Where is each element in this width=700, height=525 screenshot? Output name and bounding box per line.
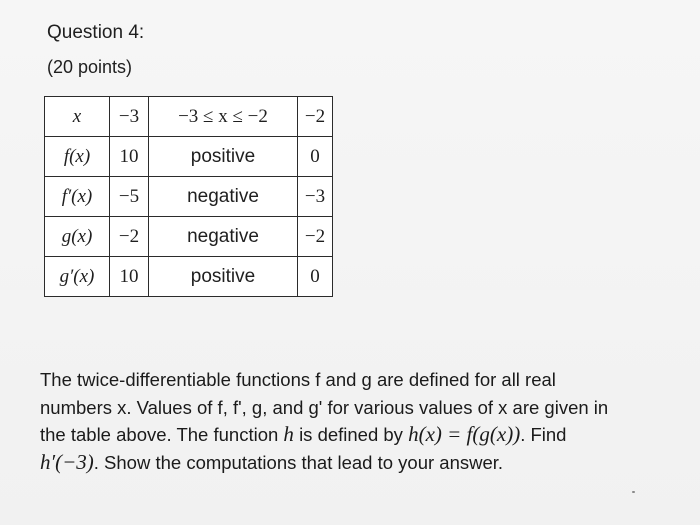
table-cell: −3 — [298, 177, 333, 217]
problem-line-1: The twice-differentiable functions f and g are defined for all real — [40, 369, 556, 390]
dust-speck — [632, 491, 635, 493]
table-cell: f′(x) — [45, 177, 110, 217]
table-cell: g′(x) — [45, 257, 110, 297]
problem-text: . Show the computations that lead to your answer. — [93, 451, 504, 473]
table-header-cell: x — [45, 97, 110, 137]
problem-text: is defined by — [299, 424, 403, 445]
problem-text: . Find — [520, 424, 567, 445]
table-header-row — [45, 97, 333, 137]
table-header-cell: −3 ≤ x ≤ −2 — [149, 97, 298, 137]
problem-line-3 — [40, 421, 680, 449]
problem-line-2: numbers x. Values of f, f', g, and g' for various values of x are given in — [40, 396, 609, 418]
table-cell: 0 — [298, 137, 333, 177]
table-cell: −5 — [110, 177, 149, 217]
function-h-symbol: h — [283, 422, 294, 446]
table-row — [45, 257, 333, 297]
question-points: (20 points) — [47, 57, 133, 77]
composition-definition: h(x) = f(g(x)) — [408, 422, 521, 446]
values-table — [44, 96, 333, 297]
table-cell: negative — [149, 217, 298, 257]
table-row — [45, 217, 333, 257]
table-header-cell: −3 — [110, 97, 149, 137]
table-cell: 10 — [110, 137, 149, 177]
table-cell: 10 — [110, 257, 149, 297]
table-row — [45, 177, 333, 217]
table-cell: negative — [149, 177, 298, 217]
table-cell: f(x) — [45, 137, 110, 177]
table-cell: −2 — [298, 217, 333, 257]
table-cell: positive — [149, 137, 298, 177]
question-title: Question 4: — [47, 22, 145, 43]
table-header-cell: −2 — [298, 97, 333, 137]
problem-statement — [40, 366, 680, 476]
table-cell: 0 — [298, 257, 333, 297]
table-cell: g(x) — [45, 217, 110, 257]
derivative-expression: h′(−3) — [40, 449, 94, 474]
problem-text: the table above. The function — [40, 424, 279, 445]
table-row — [45, 137, 333, 177]
problem-line-4 — [40, 449, 680, 477]
table-cell: −2 — [110, 217, 149, 257]
table-cell: positive — [149, 257, 298, 297]
